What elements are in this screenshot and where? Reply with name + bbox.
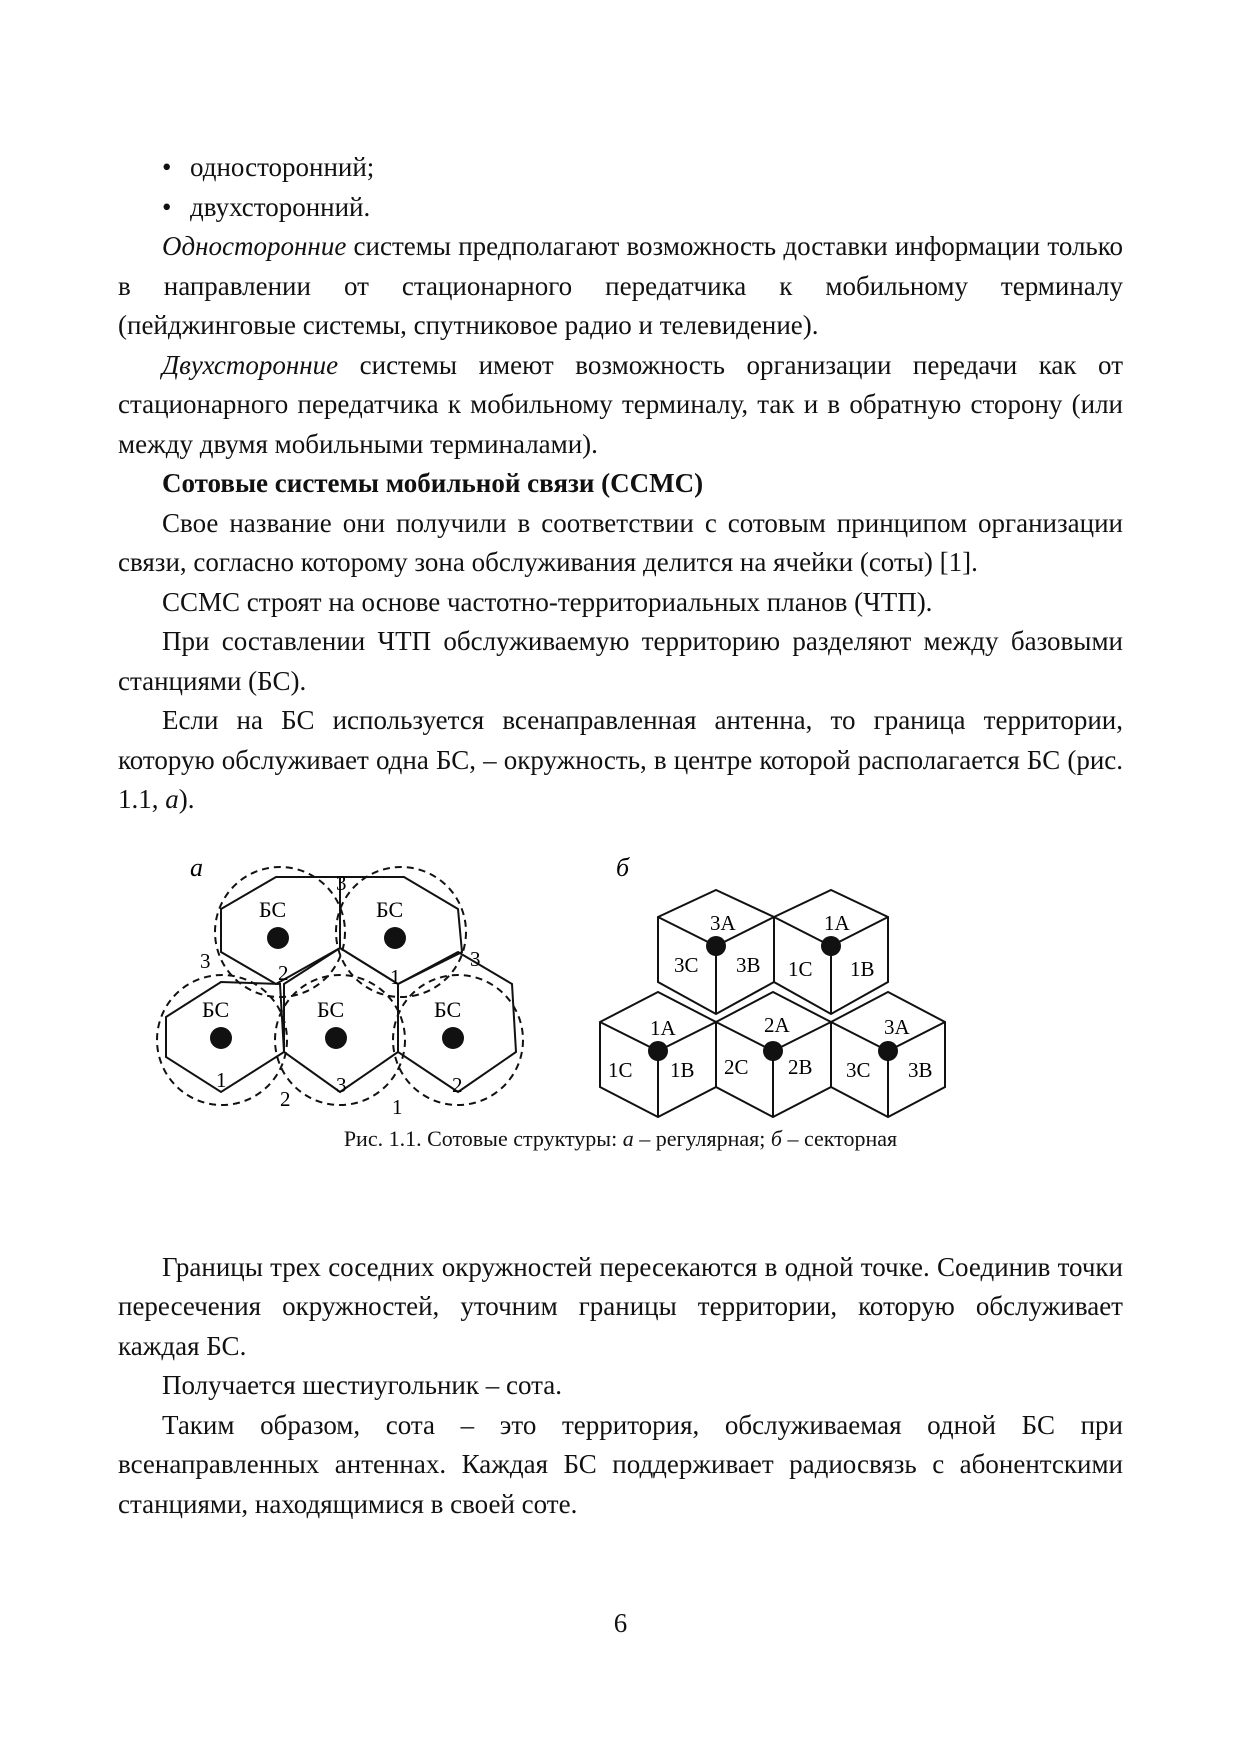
sector-label: 1A: [824, 910, 850, 935]
reuse-number: 3: [336, 1072, 347, 1097]
figure-cellular-structures: [118, 842, 1123, 1228]
base-station-dot: [821, 936, 841, 956]
reuse-number: 1: [392, 1094, 403, 1119]
page-body: [118, 148, 1123, 1524]
reuse-number: 3: [470, 946, 481, 971]
sector-label: 3B: [736, 952, 761, 977]
base-station-dot: [706, 936, 726, 956]
bullet-item: • односторонний;: [162, 152, 375, 182]
reuse-number: 1: [390, 964, 401, 989]
sector-label: 3A: [884, 1014, 910, 1039]
paragraph: Если на БС используется всенаправленная антенна, то граница территории, которую обслуживает одна БС, – окружность, в центре которой располагается БС (рис. 1.1, а).: [118, 705, 1123, 814]
sector-label: 3C: [674, 952, 699, 977]
paragraph: ССМС строят на основе частотно-территориальных планов (ЧТП).: [162, 586, 933, 617]
base-station-dot: [325, 1027, 347, 1049]
base-station-dot: [384, 927, 406, 949]
sector-label: 2A: [764, 1012, 790, 1037]
figure-label-b: б: [616, 852, 630, 882]
bs-label: БС: [434, 996, 462, 1022]
paragraph: Таким образом, сота – это территория, обслуживаемая одной БС при всенаправленных антеннах. Каждая БС поддерживает радиосвязь с абонентскими станциями, находящимися в своей соте.: [118, 1409, 1123, 1519]
bs-label: БС: [376, 896, 404, 922]
base-station-dot: [878, 1041, 898, 1061]
base-station-dot: [763, 1041, 783, 1061]
sector-label: 2C: [724, 1054, 749, 1079]
reuse-number: 2: [452, 1072, 463, 1097]
sector-label: 1B: [670, 1057, 695, 1082]
bs-label: БС: [259, 896, 287, 922]
sector-label: 2B: [788, 1054, 813, 1079]
base-station-dot: [442, 1027, 464, 1049]
figure-caption: Рис. 1.1. Сотовые структуры: а – регулярная; б – секторная: [343, 1125, 898, 1151]
sector-label: 1C: [788, 956, 813, 981]
page-number: 6: [613, 1608, 628, 1638]
bs-label: БС: [202, 996, 230, 1022]
sector-label: 3C: [846, 1057, 871, 1082]
paragraph: Получается шестиугольник – сота.: [162, 1370, 562, 1400]
base-station-dot: [648, 1041, 668, 1061]
sector-label: 3B: [908, 1057, 933, 1082]
bullet-item: • двухсторонний.: [162, 191, 371, 222]
sector-label: 1C: [608, 1057, 633, 1082]
paragraph-two-way: Двухсторонние системы имеют возможность организации передачи как от стационарного передатчика к мобильному терминалу, так и в обратную сторону (или между двумя мобильными терминалами).: [118, 349, 1123, 459]
paragraph: При составлении ЧТП обслуживаемую территорию разделяют между базовыми станциями (БС).: [118, 626, 1123, 696]
base-station-dot: [267, 927, 289, 949]
hex-cell: [398, 952, 516, 1092]
section-heading: Сотовые системы мобильной связи (ССМС): [162, 468, 704, 498]
reuse-number: 1: [216, 1067, 227, 1092]
reuse-number: 3: [200, 948, 211, 973]
sector-label: 1A: [650, 1015, 676, 1040]
sector-label: 3A: [710, 910, 736, 935]
paragraph-one-way: Односторонние системы предполагают возможность доставки информации только в направлении от стационарного передатчика к мобильному терминалу (пейджинговые системы, спутниковое радио и телевидение).: [118, 231, 1123, 340]
reuse-number: 2: [278, 960, 289, 985]
figure-diagram: [118, 842, 1123, 1228]
sector-label: 1B: [850, 956, 875, 981]
paragraph: Свое название они получили в соответствии с сотовым принципом организации связи, согласно которому зона обслуживания делится на ячейки (соты) [1].: [118, 507, 1123, 577]
reuse-number: 2: [280, 1086, 291, 1111]
paragraph: Границы трех соседних окружностей пересекаются в одной точке. Соединив точки пересечения окружностей, уточним границы территории, которую обслуживает каждая БС.: [118, 1251, 1123, 1361]
base-station-dot: [210, 1027, 232, 1049]
reuse-number: 3: [336, 870, 347, 895]
figure-label-a: а: [190, 852, 203, 882]
bs-label: БС: [317, 996, 345, 1022]
